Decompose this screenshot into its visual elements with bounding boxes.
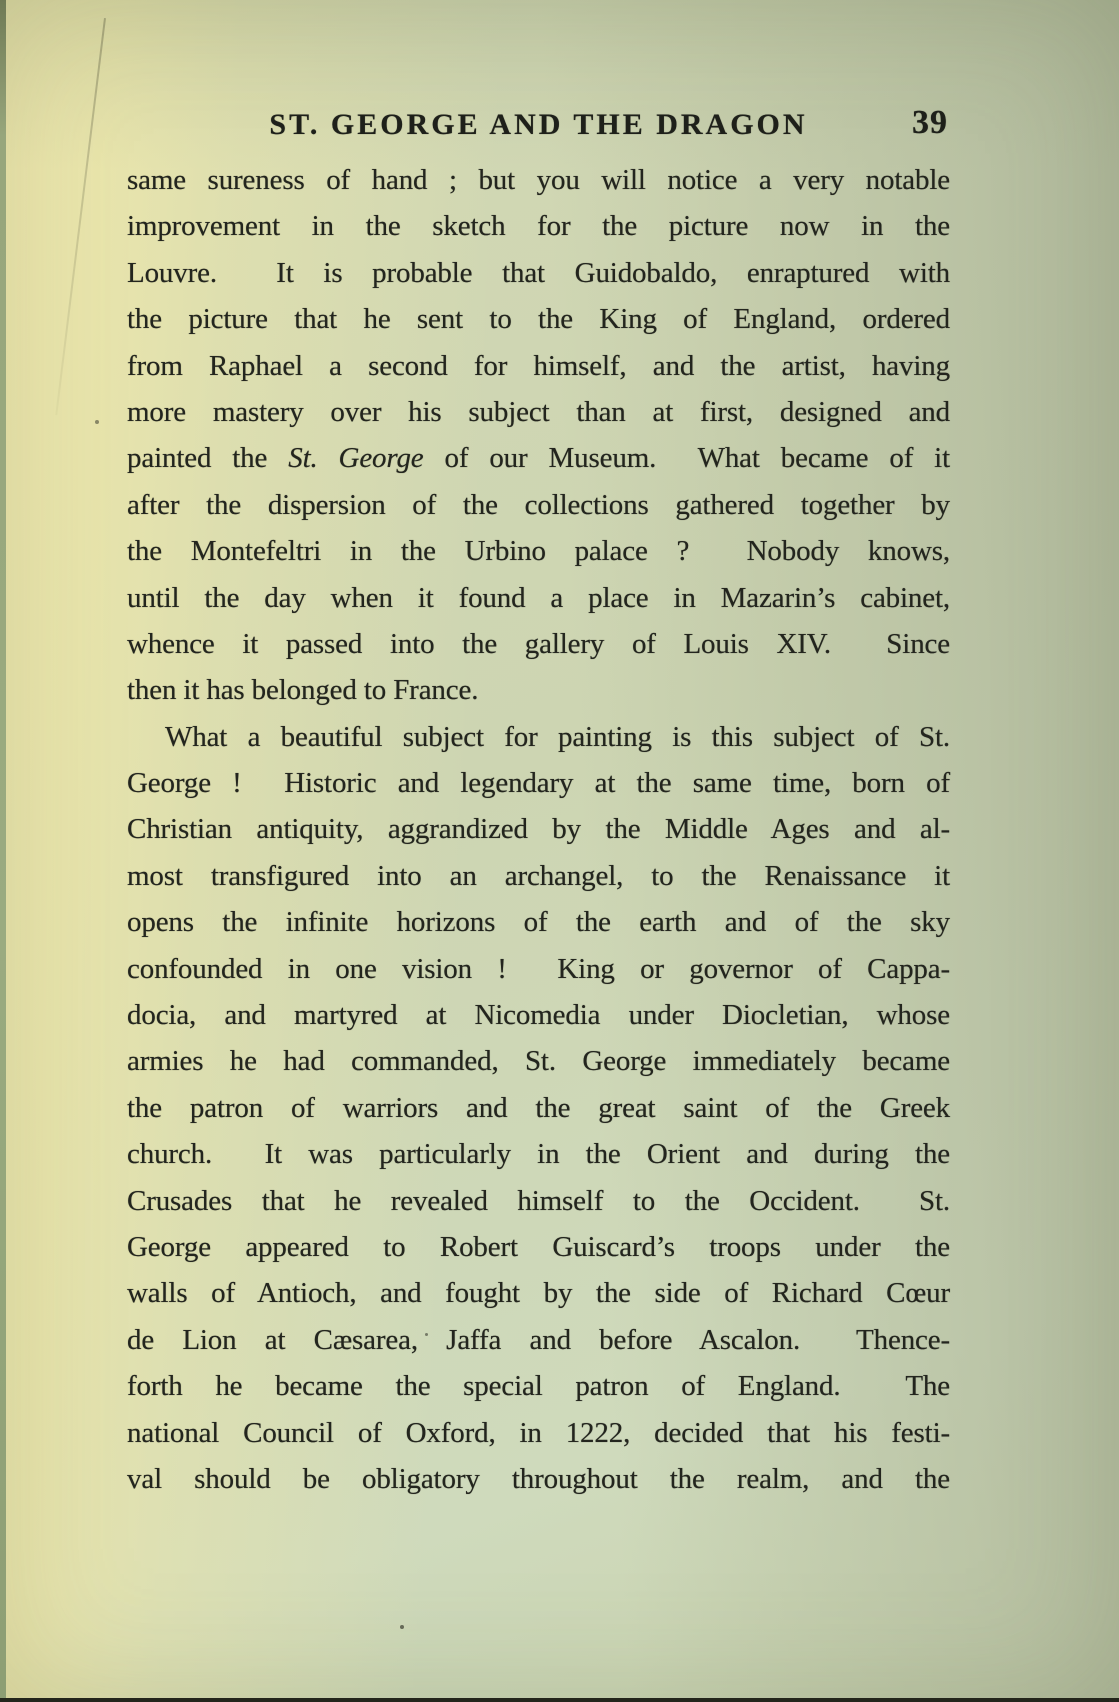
text-line: Crusades that he revealed himself to the Occident. St. [127, 1184, 950, 1217]
text-line: de Lion at Cæsarea, Jaffa and before Ascalon. Thence- [127, 1323, 950, 1356]
text-line: until the day when it found a place in Mazarin’s cabinet, [127, 581, 950, 614]
text-line: same sureness of hand ; but you will notice a very notable [127, 164, 950, 196]
text-line: docia, and martyred at Nicomedia under Diocletian, whose [127, 999, 950, 1032]
italic-title-st-george: St. George [288, 442, 424, 475]
text-line: forth he became the special patron of England. The [127, 1370, 950, 1403]
text-line: walls of Antioch, and fought by the side of Richard Cœur [127, 1277, 950, 1310]
text-line: George ! Historic and legendary at the same time, born of [127, 767, 950, 800]
page-bottom-edge [0, 1698, 1119, 1702]
text-line-paragraph-end: then it has belonged to France. [127, 674, 479, 707]
text-line: Louvre. It is probable that Guidobaldo, enraptured with [127, 256, 950, 289]
text-line: national Council of Oxford, in 1222, decided that his festi- [127, 1416, 950, 1449]
text-line: the patron of warriors and the great saint of the Greek [127, 1091, 950, 1124]
text-line: after the dispersion of the collections gathered together by [127, 488, 950, 521]
text-line: the Montefeltri in the Urbino palace ? Nobody knows, [127, 535, 950, 568]
text-line: improvement in the sketch for the picture now in the [127, 210, 950, 243]
page-left-edge [0, 0, 6, 1702]
text-line: George appeared to Robert Guiscard’s troops under the [127, 1230, 950, 1263]
text-line-paragraph-start: What a beautiful subject for painting is this subject of St. [165, 720, 950, 753]
text-line: most transfigured into an archangel, to the Renaissance it [127, 859, 950, 892]
text-line [127, 435, 950, 481]
paper-crease [55, 18, 106, 415]
text-line: confounded in one vision ! King or governor of Cappa- [127, 952, 950, 985]
text-run: of our Museum. What became of it [423, 442, 951, 475]
body-text [127, 157, 950, 1502]
page-header [127, 103, 950, 147]
text-run: painted the [127, 442, 289, 475]
paper-speck [400, 1625, 404, 1629]
text-line: armies he had commanded, St. George immediately became [127, 1045, 950, 1078]
text-line: Christian antiquity, aggrandized by the Middle Ages and al- [127, 813, 950, 846]
text-line: church. It was particularly in the Orient and during the [127, 1138, 950, 1171]
running-title: ST. GEORGE AND THE DRAGON [269, 108, 808, 141]
text-line: more mastery over his subject than at first, designed and [127, 395, 950, 428]
paper-speck [95, 420, 99, 424]
text-line: from Raphael a second for himself, and the artist, having [127, 349, 950, 382]
text-line: val should be obligatory throughout the realm, and the [127, 1462, 950, 1495]
text-line: the picture that he sent to the King of England, ordered [127, 303, 950, 336]
text-line: whence it passed into the gallery of Louis XIV. Since [127, 627, 950, 660]
text-line: opens the infinite horizons of the earth and of the sky [127, 906, 950, 939]
page-number: 39 [912, 104, 948, 141]
